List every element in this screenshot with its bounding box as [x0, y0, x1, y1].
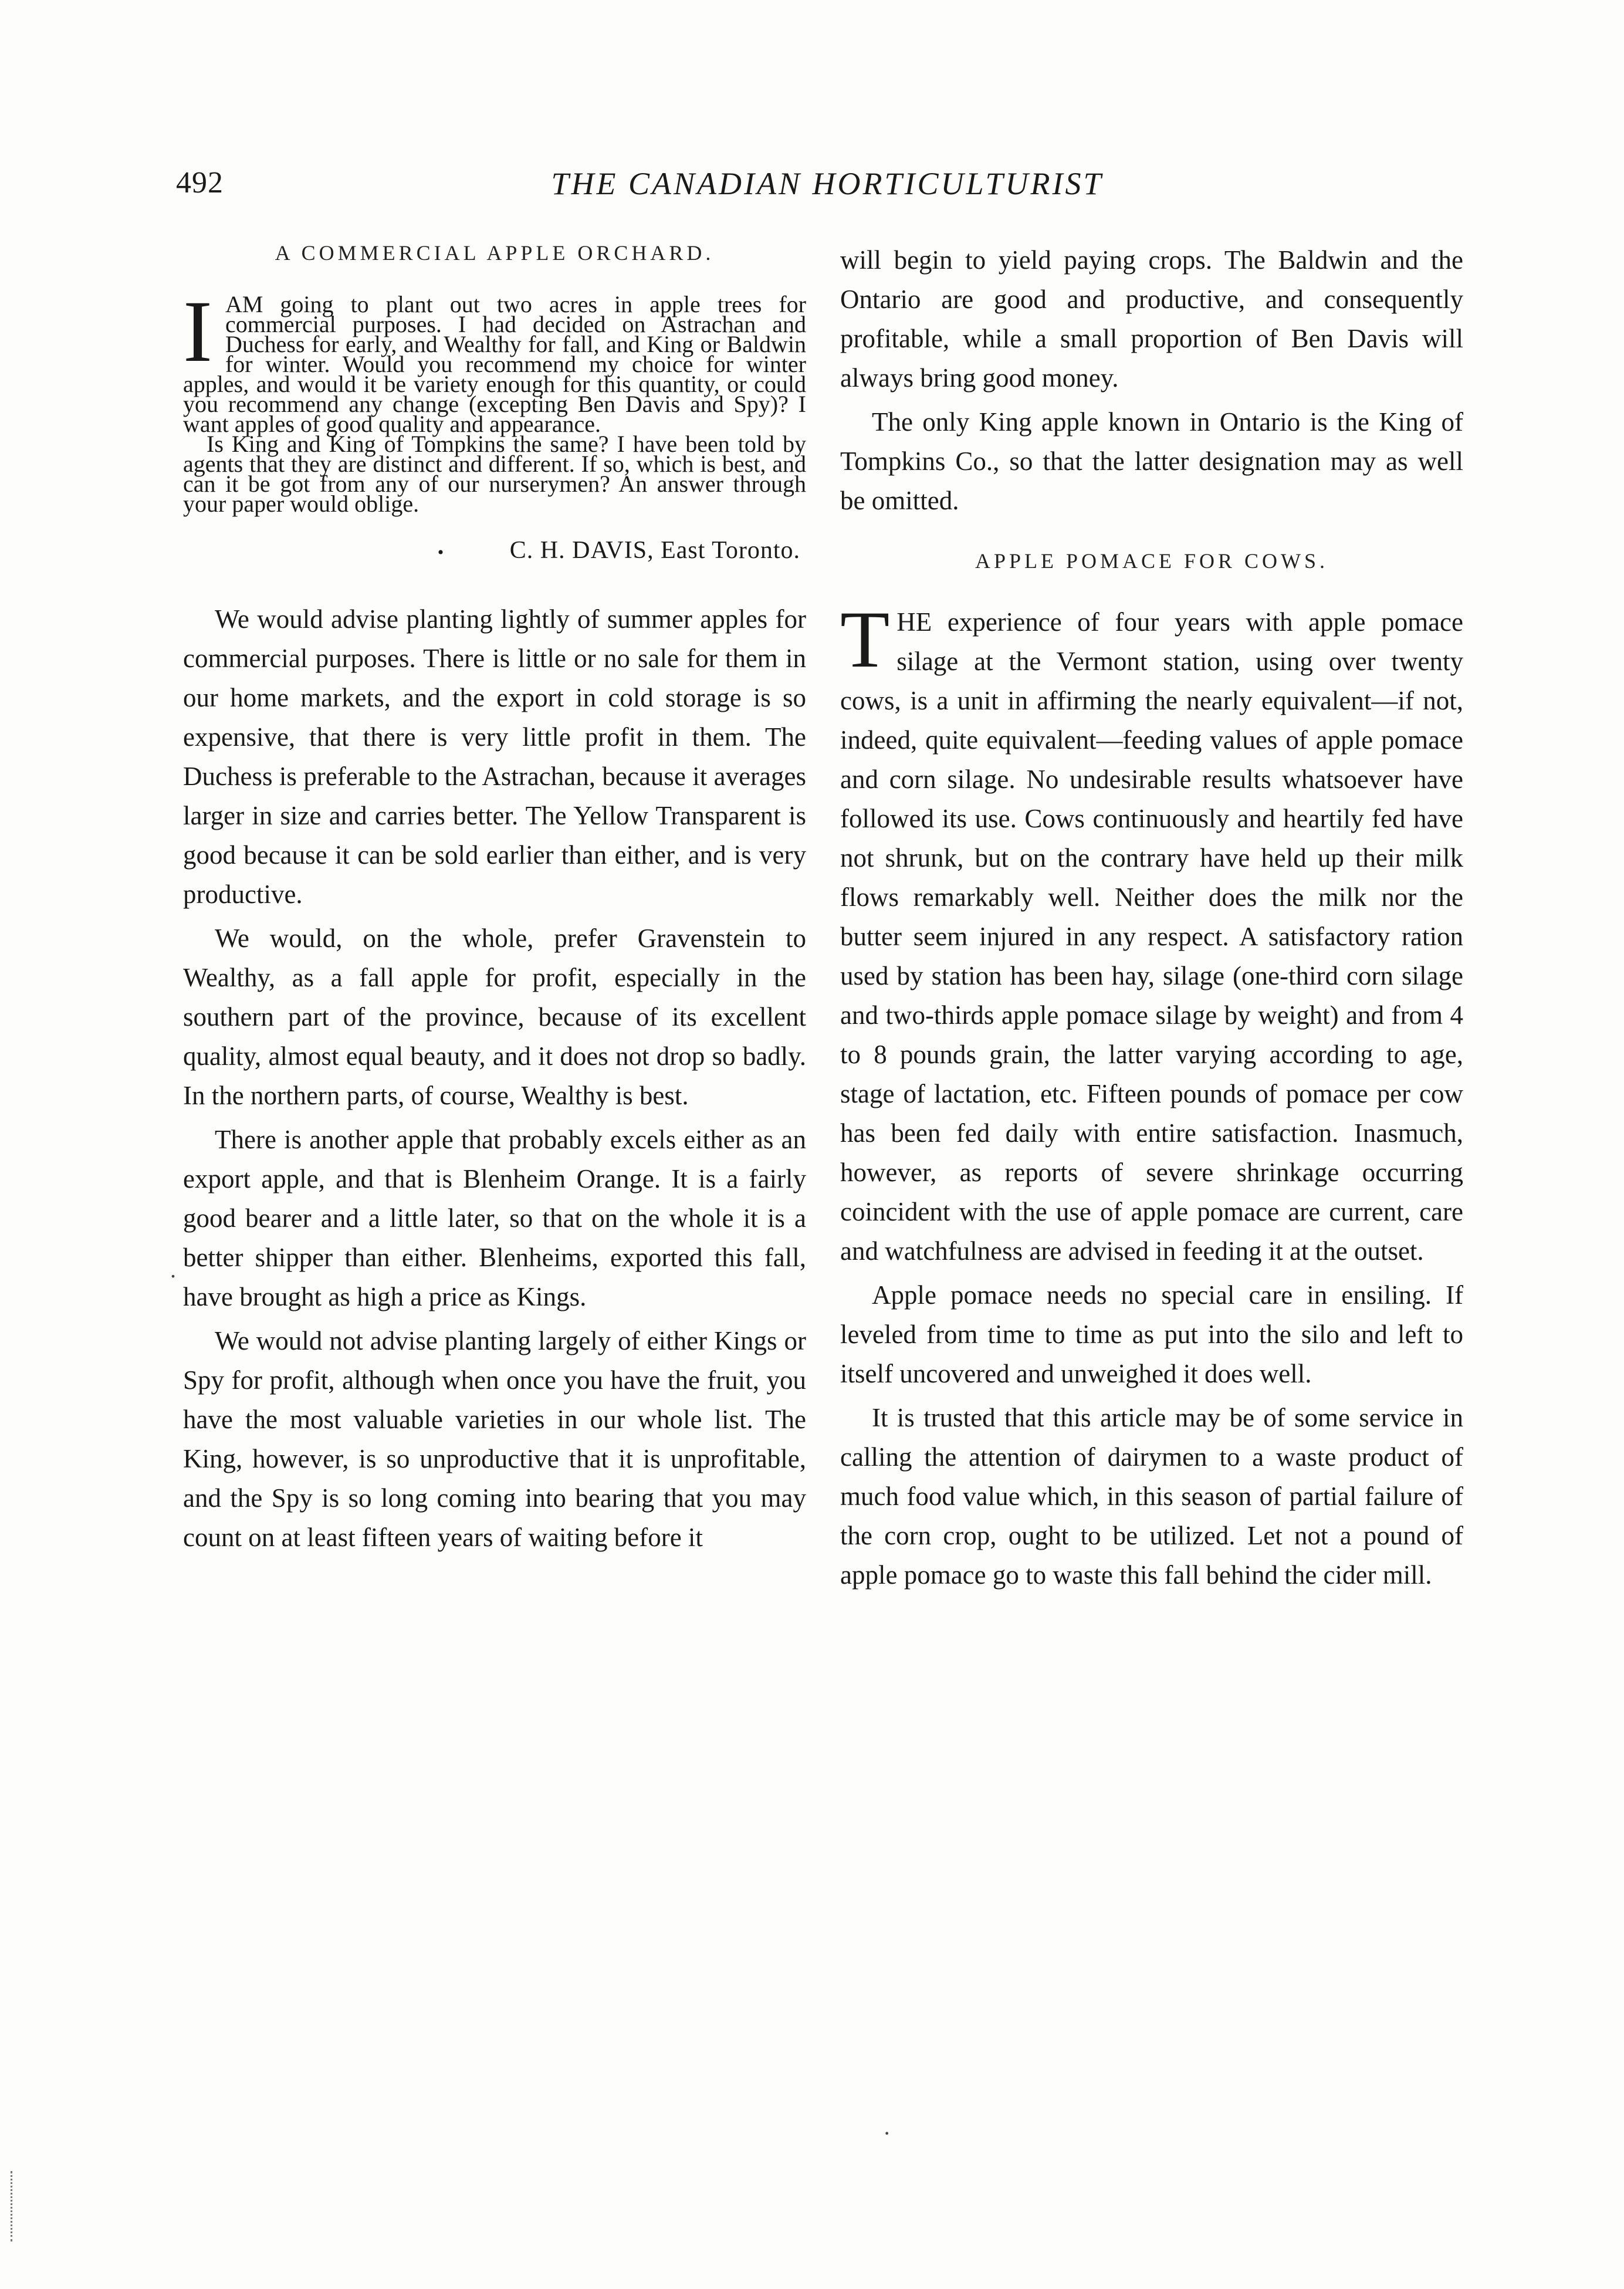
signature-name: C. H. DAVIS, East Toronto. [509, 537, 800, 564]
signature-mark: • [437, 543, 445, 562]
letter-signature [183, 536, 800, 564]
page-number: 492 [176, 166, 224, 200]
pomace-paragraph: It is trusted that this article may be of some service in calling the attention of dairymen to a waste product of much food value which, in this season of partial failure of the corn crop, ought to be utilized. Let not a pound of apple pomace go to waste this fall behind the cider mill. [840, 1403, 1463, 1590]
reader-letter [183, 283, 806, 517]
page-header [176, 165, 1185, 212]
margin-dot: . [170, 1256, 176, 1283]
answer-paragraph: We would not advise planting largely of either Kings or Spy for profit, although when once you have the fruit, you have the most valuable varieties in our whole list. The King, however, is so unproductive that it is unprofitable, and the Spy is so long coming into bearing that you may count on at least fifteen years of waiting before it [183, 1326, 806, 1552]
section-title-apple-pomace: APPLE POMACE FOR COWS. [975, 549, 1329, 573]
running-title: THE CANADIAN HORTICULTURIST [551, 166, 1104, 201]
answer-paragraph: We would advise planting lightly of summer apples for commercial purposes. There is little or no sale for them in our home markets, and the export in cold storage is so expensive, that there is very little profit in them. The Duchess is preferable to the Astrachan, because it averages larger in size and carries better. The Yellow Transparent is good because it can be sold earlier than either, and is very productive. [183, 604, 806, 909]
answer-paragraph: We would, on the whole, prefer Gravenstein to Wealthy, as a fall apple for profit, especially in the southern part of the province, because of its excellent quality, almost equal beauty, and it does not drop so badly. In the northern parts, of course, Wealthy is best. [183, 924, 806, 1110]
drop-cap: I [183, 283, 212, 380]
letter-paragraph: Is King and King of Tompkins the same? I have been told by agents that they are distinct and different. If so, which is best, and can it be got from any of our nurserymen? An answer through your paper would oblige. [183, 431, 806, 517]
right-column [840, 241, 1463, 1600]
pomace-paragraph-text: HE experience of four years with apple pomace silage at the Vermont station, using over twenty cows, is a unit in affirming the nearly equivalent—if not, indeed, quite equivalent—feeding values of apple pomace and corn silage. No undesirable results whatsoever have followed its use. Cows continuously and heartily fed have not shrunk, but on the contrary have held up their milk flows remarkably well. Neither does the milk nor the butter seem injured in any respect. A satisfactory ration used by station has been hay, silage (one-third corn silage and two-thirds apple pomace silage by weight) and from 4 to 8 pounds grain, the latter varying according to age, stage of lactation, etc. Fifteen pounds of pomace per cow has been fed daily with entire satisfaction. Inasmuch, however, as reports of severe shrinkage occurring coincident with the use of apple pomace are current, care and watchfulness are advised in feeding it at the outset. [840, 607, 1463, 1266]
edge-marks [11, 2171, 18, 2241]
drop-cap: T [840, 594, 890, 684]
pomace-paragraph: Apple pomace needs no special care in ensiling. If leveled from time to time as put into the silo and left to itself uncovered and unweighed it does well. [840, 1280, 1463, 1388]
answer-paragraph: There is another apple that probably excels either as an export apple, and that is Blenheim Orange. It is a fairly good bearer and a little later, so that on the whole it is a better shipper than either. Blenheims, exported this fall, have brought as high a price as Kings. [183, 1125, 806, 1311]
continuation-paragraph: will begin to yield paying crops. The Baldwin and the Ontario are good and productive, and consequently profitable, while a small proportion of Ben Davis will always bring good money. [840, 245, 1463, 393]
left-column [183, 241, 806, 1562]
king-note-paragraph: The only King apple known in Ontario is the King of Tompkins Co., so that the latter designation may as well be omitted. [840, 407, 1463, 515]
section-title-commercial-orchard: A COMMERCIAL APPLE ORCHARD. [275, 241, 715, 265]
pomace-paragraph [840, 594, 1463, 1271]
bottom-dot: · [883, 2120, 891, 2146]
letter-paragraph: AM going to plant out two acres in apple trees for commercial purposes. I had decided on Astrachan and Duchess for early, and Wealthy for fall, and King or Baldwin for winter. Would you recommend my choice for winter apples, and would it be variety enough for this quantity, or could you recommend any change (excepting Ben Davis and Spy)? I want apples of good quality and appearance. [183, 291, 806, 437]
